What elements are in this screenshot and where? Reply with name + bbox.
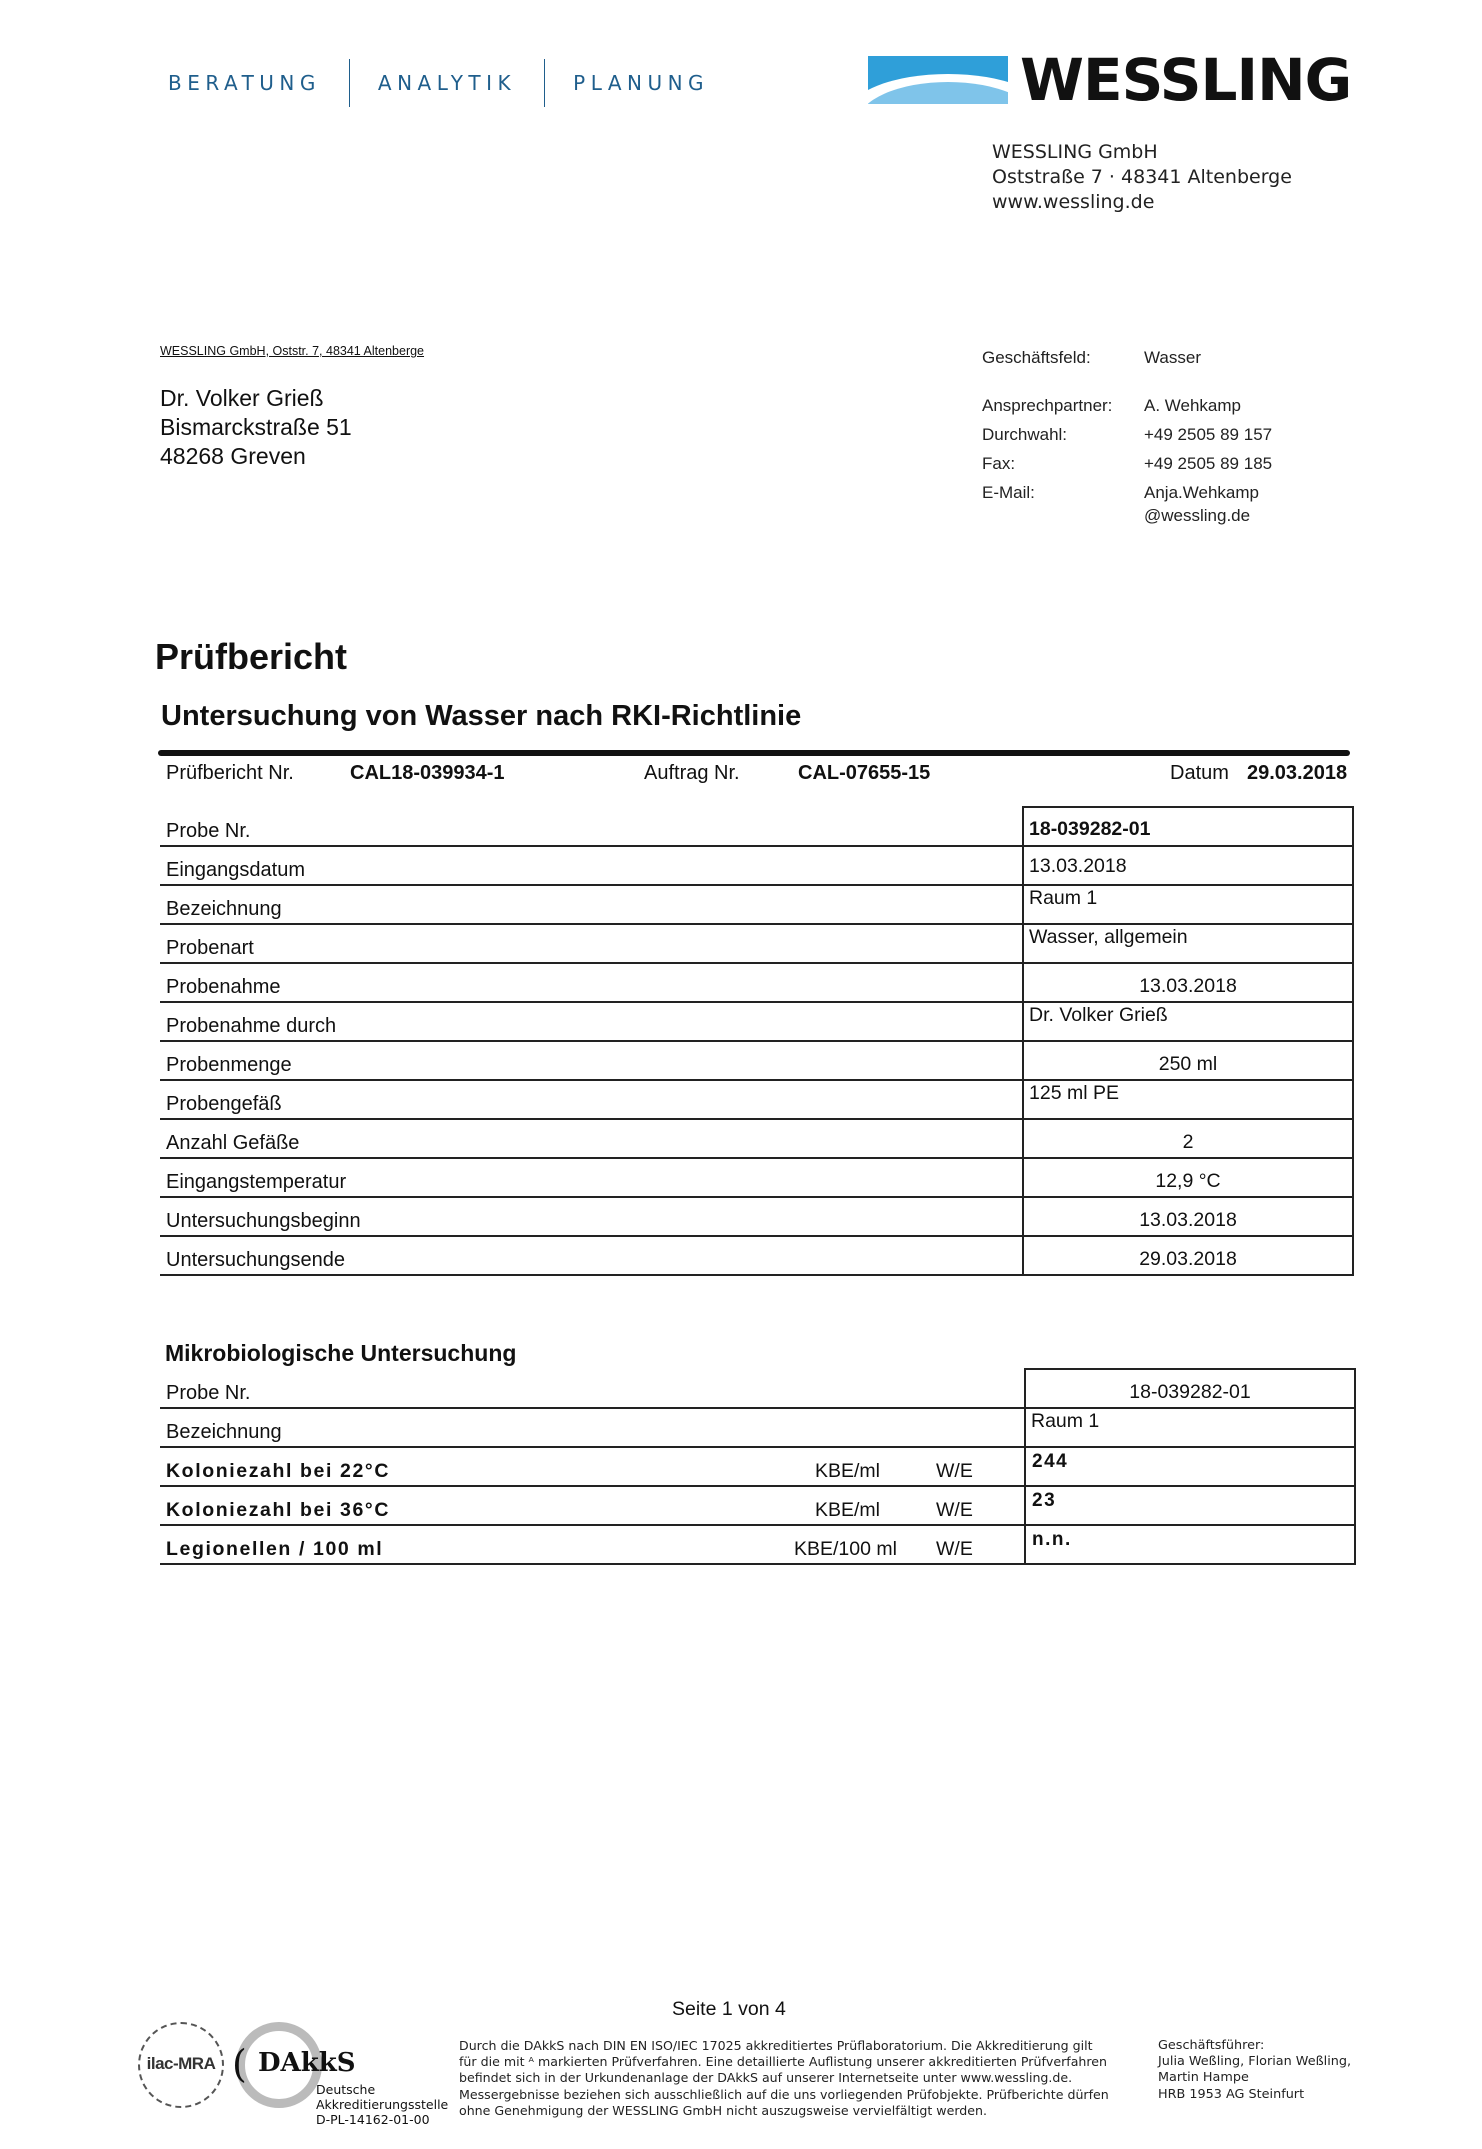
value-cell (1022, 1079, 1354, 1120)
table-row (160, 1526, 1356, 1565)
dakks-details (316, 2082, 448, 2127)
value-cell (1024, 1368, 1356, 1409)
dakks-line-1: Deutsche (316, 2082, 376, 2097)
durchwahl-value: +49 2505 89 157 (1144, 425, 1273, 444)
parameter-value: 244 (1032, 1451, 1069, 1472)
email-label: E-Mail: (982, 483, 1035, 502)
row-value: Raum 1 (1029, 887, 1098, 909)
row-label: Probenart (166, 937, 254, 959)
value-cell (1024, 1407, 1356, 1448)
row-label: Eingangstemperatur (166, 1171, 347, 1193)
table-row (160, 1081, 1354, 1120)
sender-line: WESSLING GmbH, Oststr. 7, 48341 Altenberge (160, 344, 425, 358)
row-value: 2 (1182, 1131, 1194, 1153)
value-cell (1022, 884, 1354, 925)
tagline (168, 64, 709, 102)
table-row (160, 808, 1354, 847)
table-row (160, 1448, 1356, 1487)
page-number: Seite 1 von 4 (672, 1998, 786, 2020)
page-title: Prüfbericht (155, 636, 348, 677)
ilac-mra-logo (138, 2022, 224, 2108)
row-label: Probenahme durch (166, 1015, 337, 1037)
company-logo (868, 46, 1352, 114)
accreditation-note: Durch die DAkkS nach DIN EN ISO/IEC 17025 akkreditiertes Prüflaboratorium. Die Akkreditierung gilt für die mit ᴬ markierten Prüfverfahren. Eine detaillierte Auflistung unserer akkreditierten Prüfverfahren befindet sich in der Urkundenanlage der DAkkS auf unserer Internetseite unter www.wessling.de. Messergebnisse beziehen sich ausschließlich auf die uns vorliegenden Prüfobjekte. Prüfberichte dürfen ohne Genehmigung der WESSLING GmbH nicht auszugsweise vervielfältigt werden. (459, 2038, 1109, 2118)
value-cell (1022, 845, 1354, 886)
pruefbericht-label: Prüfbericht Nr. (166, 762, 294, 784)
geschaeftsfeld-value: Wasser (1144, 348, 1201, 367)
row-label: Probenmenge (166, 1054, 292, 1076)
row-value: Dr. Volker Grieß (1029, 1004, 1168, 1026)
title-divider (158, 750, 1350, 756)
parameter-name: Koloniezahl bei 22°C (166, 1460, 391, 1482)
table-row (160, 1237, 1354, 1276)
logo-text: WESSLING (1020, 46, 1352, 114)
recipient-street: Bismarckstraße 51 (160, 414, 352, 440)
value-cell (1024, 1524, 1356, 1565)
fax-label: Fax: (982, 454, 1016, 473)
tagline-beratung: BERATUNG (168, 71, 321, 95)
value-cell (1022, 1040, 1354, 1081)
pruefbericht-number: CAL18-039934-1 (350, 762, 505, 784)
row-value: 13.03.2018 (1029, 855, 1127, 877)
table-row (160, 886, 1354, 925)
company-name: WESSLING GmbH (992, 141, 1158, 163)
wave-logo-icon (868, 56, 1008, 104)
value-cell (1022, 962, 1354, 1003)
value-cell (1022, 1196, 1354, 1237)
parameter-name: Koloniezahl bei 36°C (166, 1499, 391, 1521)
row-value: Raum 1 (1031, 1410, 1100, 1432)
table-row (160, 964, 1354, 1003)
value-cell (1022, 1118, 1354, 1159)
row-label: Bezeichnung (166, 898, 282, 920)
microbiology-table (160, 1370, 1356, 1565)
table-row (160, 1409, 1356, 1448)
tagline-divider (349, 59, 350, 107)
table-row (160, 1370, 1356, 1409)
row-value: Wasser, allgemein (1029, 926, 1188, 948)
tagline-analytik: ANALYTIK (377, 71, 517, 95)
row-label: Probengefäß (166, 1093, 282, 1115)
geschaeftsfeld-label: Geschäftsfeld: (982, 348, 1091, 367)
dakks-line-2: Akkreditierungsstelle (316, 2097, 449, 2112)
tagline-divider (544, 59, 545, 107)
row-label: Probe Nr. (166, 1382, 251, 1404)
ilac-logo-text: ilac-MRA (146, 2054, 216, 2073)
value-cell (1024, 1485, 1356, 1526)
email-value-1[interactable]: Anja.Wehkamp (1144, 483, 1259, 502)
management-info: Geschäftsführer: Julia Weßling, Florian Weßling, Martin Hampe HRB 1953 AG Steinfurt (1158, 2038, 1352, 2102)
row-label: Untersuchungsende (166, 1249, 346, 1271)
row-label: Untersuchungsbeginn (166, 1210, 361, 1232)
table-row (160, 1042, 1354, 1081)
row-value: 13.03.2018 (1139, 975, 1237, 997)
parameter-name: Legionellen / 100 ml (166, 1538, 384, 1560)
probe-number: 18-039282-01 (1029, 818, 1151, 840)
auftrag-label: Auftrag Nr. (644, 762, 740, 784)
email-value-2[interactable]: @wessling.de (1144, 506, 1251, 525)
value-cell (1022, 1235, 1354, 1276)
report-meta (166, 762, 1350, 790)
table-row (160, 1159, 1354, 1198)
section-title: Mikrobiologische Untersuchung (165, 1340, 517, 1366)
value-cell (1022, 1001, 1354, 1042)
auftrag-number: CAL-07655-15 (798, 762, 931, 784)
row-value: 250 ml (1158, 1053, 1218, 1075)
parameter-unit: KBE/ml (815, 1460, 881, 1482)
row-value: 12,9 °C (1155, 1170, 1221, 1192)
value-cell (1022, 923, 1354, 964)
parameter-method: W/E (936, 1460, 973, 1482)
table-row (160, 1487, 1356, 1526)
parameter-method: W/E (936, 1499, 973, 1521)
datum-value: 29.03.2018 (1247, 762, 1348, 784)
table-row (160, 1198, 1354, 1237)
company-website: www.wessling.de (992, 191, 1155, 213)
dakks-logo-mark: ( (232, 2042, 247, 2086)
row-label: Bezeichnung (166, 1421, 282, 1443)
recipient-city: 48268 Greven (160, 443, 306, 469)
parameter-unit: KBE/ml (815, 1499, 881, 1521)
value-cell (1022, 806, 1354, 847)
table-row (160, 847, 1354, 886)
row-label: Anzahl Gefäße (166, 1132, 300, 1154)
parameter-value: 23 (1032, 1490, 1057, 1511)
recipient-name: Dr. Volker Grieß (160, 385, 324, 411)
table-row (160, 925, 1354, 964)
company-street: Oststraße 7 · 48341 Altenberge (992, 166, 1292, 188)
recipient-address (160, 384, 352, 471)
table-row (160, 1120, 1354, 1159)
value-cell (1022, 1157, 1354, 1198)
row-value: 13.03.2018 (1139, 1209, 1237, 1231)
row-value: 125 ml PE (1029, 1082, 1119, 1104)
dakks-logo-text: DAkkS (258, 2048, 356, 2078)
durchwahl-label: Durchwahl: (982, 425, 1068, 444)
tagline-planung: PLANUNG (573, 71, 710, 95)
parameter-value: n.n. (1032, 1529, 1072, 1550)
parameter-method: W/E (936, 1538, 973, 1560)
page-subtitle: Untersuchung von Wasser nach RKI-Richtlinie (161, 700, 802, 732)
table-row (160, 1003, 1354, 1042)
row-label: Probenahme (166, 976, 281, 998)
row-label: Probe Nr. (166, 820, 251, 842)
value-cell (1024, 1446, 1356, 1487)
row-label: Eingangsdatum (166, 859, 305, 881)
probe-number: 18-039282-01 (1129, 1381, 1251, 1403)
datum-label: Datum (1170, 762, 1229, 784)
fax-value: +49 2505 89 185 (1144, 454, 1273, 473)
row-value: 29.03.2018 (1139, 1248, 1237, 1270)
parameter-unit: KBE/100 ml (794, 1538, 897, 1560)
company-address (992, 140, 1292, 215)
ansprechpartner-label: Ansprechpartner: (982, 396, 1113, 415)
sample-info-table (160, 808, 1354, 1276)
dakks-line-3: D-PL-14162-01-00 (316, 2112, 430, 2127)
ansprechpartner-value: A. Wehkamp (1144, 396, 1242, 415)
